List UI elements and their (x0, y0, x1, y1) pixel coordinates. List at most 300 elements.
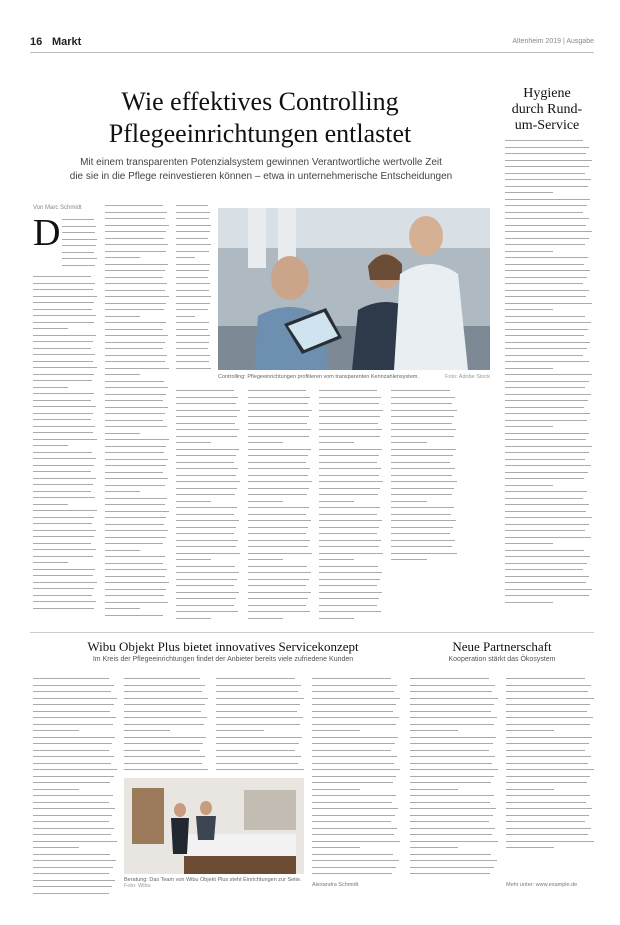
text-line (410, 750, 489, 751)
text-line (506, 724, 590, 725)
text-line (33, 595, 92, 596)
section-divider (30, 632, 594, 633)
text-line (216, 711, 297, 712)
text-line (391, 449, 456, 450)
text-line (33, 445, 68, 446)
text-line (319, 507, 380, 508)
lower-left-column-1 (33, 678, 117, 896)
text-line (176, 546, 236, 547)
text-line (391, 527, 453, 528)
showroom-photo-credit: Foto: Wibu (124, 883, 151, 889)
text-line (176, 449, 239, 450)
text-line (105, 355, 167, 356)
text-line (312, 776, 396, 777)
text-line (176, 468, 238, 469)
text-line (505, 238, 589, 239)
text-line (506, 834, 588, 835)
text-line (176, 553, 240, 554)
text-line (124, 724, 204, 725)
text-line (506, 685, 591, 686)
text-line (33, 562, 68, 563)
text-line (391, 488, 454, 489)
text-line (105, 368, 169, 369)
text-line (176, 257, 195, 258)
text-line (505, 361, 589, 362)
text-line (312, 698, 400, 699)
text-line (505, 537, 591, 538)
text-line (505, 439, 586, 440)
text-line (506, 737, 592, 738)
text-line (105, 530, 168, 531)
text-line (505, 348, 587, 349)
text-line (33, 854, 110, 855)
text-line (105, 439, 169, 440)
text-line (391, 397, 455, 398)
text-line (248, 527, 308, 528)
text-line (505, 192, 553, 193)
text-line (105, 381, 164, 382)
text-line (176, 218, 209, 219)
text-line (505, 212, 583, 213)
text-line (33, 847, 79, 848)
text-line (124, 698, 208, 699)
text-line (176, 423, 235, 424)
text-line (33, 406, 96, 407)
text-line (505, 407, 584, 408)
text-line (176, 212, 210, 213)
text-line (105, 537, 166, 538)
text-line (410, 802, 490, 803)
text-line (105, 517, 166, 518)
text-line (33, 841, 117, 842)
text-line (176, 572, 239, 573)
body-column-2 (105, 205, 169, 620)
text-line (505, 576, 589, 577)
text-line (62, 252, 94, 253)
text-line (505, 400, 588, 401)
text-line (505, 511, 586, 512)
text-line (248, 553, 312, 554)
text-line (176, 244, 211, 245)
text-line (505, 322, 591, 323)
text-line (33, 691, 111, 692)
text-line (410, 691, 492, 692)
text-line (505, 504, 589, 505)
text-line (216, 724, 300, 725)
text-line (33, 717, 116, 718)
text-line (33, 523, 92, 524)
text-line (216, 691, 298, 692)
text-line (506, 815, 589, 816)
text-line (505, 498, 583, 499)
text-line (33, 289, 93, 290)
text-line (176, 322, 209, 323)
text-line (176, 309, 208, 310)
text-line (410, 867, 494, 868)
text-line (410, 789, 458, 790)
text-line (410, 730, 458, 731)
text-line (176, 277, 208, 278)
text-line (505, 335, 584, 336)
text-line (505, 205, 587, 206)
text-line (410, 711, 491, 712)
text-line (248, 397, 310, 398)
text-line (105, 335, 168, 336)
text-line (105, 452, 164, 453)
text-line (319, 611, 381, 612)
text-line (312, 691, 394, 692)
text-line (319, 553, 383, 554)
text-line (505, 342, 590, 343)
text-line (248, 514, 306, 515)
text-line (176, 290, 209, 291)
text-line (410, 847, 458, 848)
text-line (410, 698, 498, 699)
text-line (176, 403, 236, 404)
text-line (319, 462, 377, 463)
body-column-1 (62, 219, 97, 271)
text-line (505, 472, 588, 473)
text-line (33, 802, 109, 803)
text-line (391, 507, 454, 508)
text-line (33, 893, 109, 894)
text-line (62, 219, 94, 220)
text-line (248, 416, 309, 417)
text-line (33, 724, 113, 725)
text-line (248, 611, 310, 612)
text-line (33, 795, 113, 796)
text-line (124, 743, 203, 744)
text-line (248, 436, 309, 437)
text-line (33, 309, 92, 310)
text-line (505, 394, 591, 395)
text-line (505, 173, 585, 174)
text-line (391, 416, 454, 417)
text-line (248, 442, 283, 443)
text-line (176, 501, 211, 502)
text-line (105, 329, 163, 330)
text-line (505, 426, 553, 427)
text-line (105, 485, 165, 486)
text-line (105, 589, 166, 590)
text-line (33, 569, 95, 570)
text-line (105, 400, 163, 401)
text-line (505, 218, 589, 219)
text-line (62, 245, 96, 246)
text-line (319, 481, 383, 482)
text-line (391, 520, 456, 521)
text-line (105, 342, 165, 343)
text-line (33, 439, 97, 440)
subline-line-1: Mit einem transparenten Potenzialsystem gewinnen Verantwortliche wertvolle Zeit (80, 157, 442, 168)
text-line (312, 678, 391, 679)
text-line (176, 283, 210, 284)
sidebar-body (505, 140, 592, 608)
text-line (505, 160, 592, 161)
text-line (248, 618, 283, 619)
article-author: Von Marc Schmidt (33, 205, 82, 211)
text-line (410, 795, 494, 796)
text-line (176, 397, 238, 398)
headline-line-1: Wie effektives Controlling (121, 87, 399, 116)
text-line (105, 303, 166, 304)
text-line (506, 730, 554, 731)
text-line (248, 429, 311, 430)
text-line (33, 737, 115, 738)
text-line (105, 238, 164, 239)
text-line (248, 579, 309, 580)
text-line (391, 553, 457, 554)
text-line (248, 423, 307, 424)
text-line (33, 426, 95, 427)
text-line (248, 520, 311, 521)
text-line (105, 361, 165, 362)
text-line (312, 782, 393, 783)
text-line (33, 510, 97, 511)
text-line (505, 491, 587, 492)
sidebar-headline (500, 86, 594, 134)
text-line (410, 704, 494, 705)
text-line (410, 828, 495, 829)
text-line (319, 403, 379, 404)
text-line (124, 769, 208, 770)
text-line (391, 559, 427, 560)
text-line (505, 199, 590, 200)
text-line (319, 468, 381, 469)
body-column-5 (319, 390, 383, 620)
text-line (33, 704, 114, 705)
text-line (216, 750, 295, 751)
text-line (105, 218, 165, 219)
text-line (33, 530, 96, 531)
text-line (176, 296, 211, 297)
text-line (176, 618, 211, 619)
text-line (33, 400, 91, 401)
text-line (33, 452, 92, 453)
text-line (33, 756, 114, 757)
main-headline (60, 86, 460, 150)
office-photo (218, 208, 490, 370)
text-line (33, 789, 79, 790)
text-line (216, 678, 295, 679)
text-line (505, 517, 592, 518)
text-line (248, 475, 308, 476)
text-line (505, 459, 585, 460)
text-line (33, 685, 114, 686)
text-line (506, 743, 589, 744)
text-line (505, 277, 587, 278)
text-line (248, 449, 311, 450)
text-line (62, 239, 97, 240)
text-line (248, 566, 307, 567)
text-line (176, 605, 234, 606)
text-line (319, 520, 382, 521)
text-line (105, 498, 167, 499)
text-line (248, 572, 311, 573)
text-line (33, 828, 114, 829)
text-line (312, 808, 398, 809)
text-line (391, 423, 452, 424)
text-line (391, 494, 452, 495)
text-line (176, 368, 211, 369)
photo-credit: Foto: Adobe Stock (445, 374, 490, 380)
body-column-6 (391, 390, 457, 566)
headline-line-2: Pflegeeinrichtungen entlastet (108, 119, 412, 148)
text-line (248, 481, 312, 482)
text-line (391, 540, 455, 541)
text-line (319, 501, 354, 502)
lower-right-column-1 (410, 678, 498, 878)
lower-right-subline: Kooperation stärkt das Ökosystem (448, 656, 556, 663)
text-line (105, 576, 165, 577)
text-line (33, 335, 96, 336)
text-line (33, 776, 114, 777)
text-line (33, 458, 96, 459)
text-line (105, 205, 163, 206)
text-line (105, 543, 163, 544)
text-line (176, 533, 234, 534)
text-line (176, 355, 210, 356)
text-line (105, 420, 163, 421)
text-line (176, 410, 240, 411)
text-line (505, 381, 589, 382)
text-line (319, 494, 378, 495)
text-line (124, 756, 205, 757)
text-line (176, 592, 239, 593)
text-line (248, 455, 308, 456)
sidebar-title-line-1: Hygiene (523, 86, 571, 101)
lower-left-headline: Wibu Objekt Plus bietet innovatives Servicekonzept (87, 639, 359, 654)
text-line (312, 847, 360, 848)
text-line (33, 821, 109, 822)
text-line (176, 585, 234, 586)
text-line (105, 257, 140, 258)
text-line (312, 873, 392, 874)
text-line (410, 834, 492, 835)
text-line (33, 556, 93, 557)
text-line (248, 468, 310, 469)
text-line (319, 540, 381, 541)
page-header (30, 36, 594, 52)
text-line (176, 205, 208, 206)
text-line (33, 491, 91, 492)
text-line (176, 462, 234, 463)
text-line (33, 886, 112, 887)
text-line (33, 315, 96, 316)
text-line (505, 589, 592, 590)
text-line (176, 342, 209, 343)
text-line (33, 730, 79, 731)
text-line (410, 756, 495, 757)
text-line (248, 598, 308, 599)
text-line (312, 860, 399, 861)
lower-left-signature: Alexandra Schmidt (312, 882, 359, 888)
text-line (319, 579, 380, 580)
text-line (319, 488, 380, 489)
text-line (410, 782, 491, 783)
text-line (33, 549, 96, 550)
text-line (506, 841, 594, 842)
text-line (176, 481, 240, 482)
text-line (248, 592, 311, 593)
text-line (391, 514, 451, 515)
text-line (33, 471, 91, 472)
text-line (505, 316, 585, 317)
text-line (410, 769, 498, 770)
text-line (505, 556, 590, 557)
body-column-3 (176, 390, 240, 620)
text-line (505, 413, 590, 414)
showroom-caption-text: Beratung: Das Team von Wibu Objekt Plus steht Einrichtungen zur Seite. (124, 877, 302, 883)
text-line (505, 329, 588, 330)
text-line (410, 743, 493, 744)
text-line (505, 368, 553, 369)
text-line (176, 520, 239, 521)
text-line (105, 296, 169, 297)
sidebar-title-line-2: durch Rund- (511, 102, 583, 117)
text-line (33, 393, 94, 394)
text-line (505, 465, 591, 466)
text-line (105, 212, 167, 213)
text-line (319, 598, 379, 599)
text-line (33, 543, 91, 544)
body-column-3 (176, 205, 211, 373)
text-line (176, 527, 236, 528)
text-line (105, 472, 163, 473)
text-line (33, 478, 96, 479)
text-line (248, 546, 308, 547)
body-column-1 (33, 276, 97, 620)
text-line (505, 355, 583, 356)
text-line (248, 488, 309, 489)
text-line (505, 147, 589, 148)
text-line (312, 795, 396, 796)
text-line (33, 419, 91, 420)
text-line (176, 329, 208, 330)
text-line (105, 426, 167, 427)
text-line (319, 455, 379, 456)
text-line (33, 711, 110, 712)
text-line (62, 226, 96, 227)
text-line (248, 507, 309, 508)
text-line (33, 374, 94, 375)
text-line (105, 270, 165, 271)
text-line (319, 592, 382, 593)
text-line (216, 698, 304, 699)
text-line (176, 231, 210, 232)
text-line (176, 390, 234, 391)
text-line (505, 283, 583, 284)
text-line (410, 854, 491, 855)
text-line (319, 566, 378, 567)
text-line (506, 704, 590, 705)
text-line (391, 390, 450, 391)
text-line (33, 283, 95, 284)
text-line (176, 335, 210, 336)
text-line (33, 769, 117, 770)
text-line (33, 387, 68, 388)
text-line (105, 316, 140, 317)
text-line (391, 468, 455, 469)
text-line (248, 462, 306, 463)
text-line (410, 860, 497, 861)
text-line (391, 436, 454, 437)
text-line (391, 481, 457, 482)
text-line (505, 387, 585, 388)
text-line (105, 608, 140, 609)
text-line (505, 257, 588, 258)
text-line (312, 730, 360, 731)
